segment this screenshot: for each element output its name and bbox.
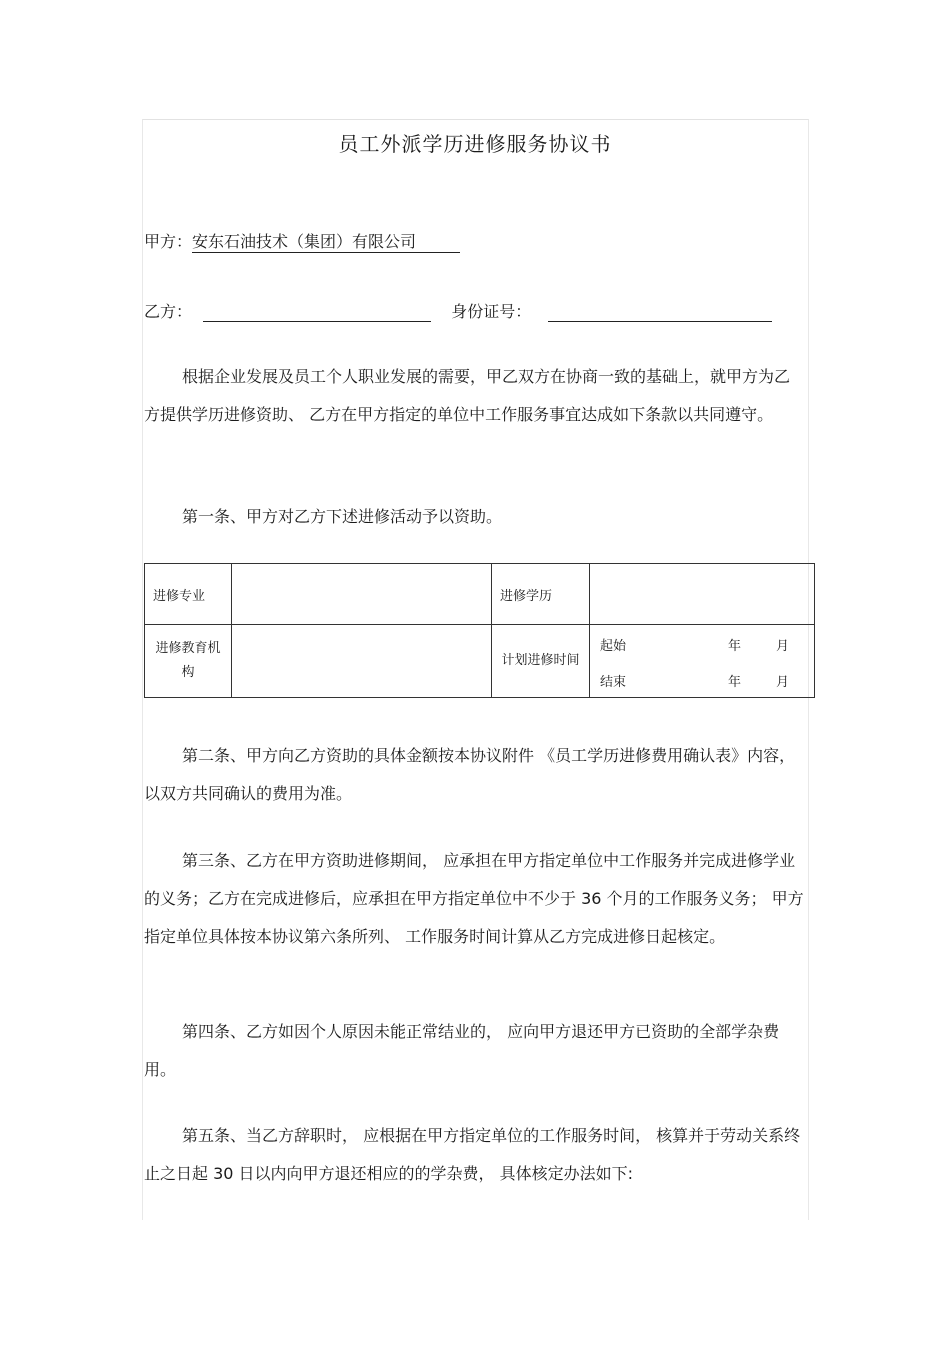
article-4-text: 第四条、乙方如因个人原因未能正常结业的， 应向甲方退还甲方已资助的全部学杂费用。 [144, 1022, 780, 1079]
article-5 [144, 1117, 804, 1193]
article-4 [144, 1013, 804, 1089]
article-3-text: 第三条、乙方在甲方资助进修期间， 应承担在甲方指定单位中工作服务并完成进修学业的义务；乙方在完成进修后，应承担在甲方指定单位中不少于 36 个月的工作服务义务； 甲方指定单位具体按本协议第六条所列、 工作服务时间计算从乙方完成进修日起核定。 [144, 851, 804, 946]
end-month-unit: 月 [776, 675, 790, 690]
article-3 [144, 842, 804, 956]
end-year-unit: 年 [728, 675, 742, 690]
start-label: 起始 [600, 639, 627, 654]
party-b-name-field[interactable] [203, 301, 431, 322]
start-year-unit: 年 [728, 639, 742, 654]
plan-time-label: 计划进修时间 [492, 625, 590, 698]
id-number-label: 身份证号： [451, 302, 532, 321]
institution-value-cell[interactable] [232, 625, 492, 698]
major-value-cell[interactable] [232, 564, 492, 625]
party-b-label: 乙方： [144, 302, 193, 321]
document-title: 员工外派学历进修服务协议书 [338, 132, 612, 156]
party-a-label: 甲方： [144, 232, 193, 251]
end-time-line [600, 671, 804, 691]
article-2-text: 第二条、甲方向乙方资助的具体金额按本协议附件 《员工学历进修费用确认表》内容，以双方共同确认的费用为准。 [144, 746, 796, 803]
plan-time-cell[interactable] [590, 625, 815, 698]
degree-label: 进修学历 [492, 564, 590, 625]
degree-value-cell[interactable] [590, 564, 815, 625]
article-2 [144, 737, 804, 813]
end-label: 结束 [600, 675, 627, 690]
study-info-table [144, 563, 815, 698]
article-5-text: 第五条、当乙方辞职时， 应根据在甲方指定单位的工作服务时间， 核算并于劳动关系终止之日起 30 日以内向甲方退还相应的的学杂费， 具体核定办法如下: [144, 1126, 801, 1183]
party-b-line [144, 299, 772, 322]
start-time-line [600, 635, 804, 655]
major-label: 进修专业 [145, 564, 232, 625]
table-row [145, 625, 815, 698]
institution-label: 进修教育机构 [145, 625, 232, 698]
article-1-text: 第一条、甲方对乙方下述进修活动予以资助。 [182, 507, 503, 526]
start-month-unit: 月 [776, 639, 790, 654]
party-a-name: 安东石油技术（集团）有限公司 [192, 229, 460, 253]
intro-paragraph [144, 358, 804, 434]
id-number-field[interactable] [548, 301, 772, 322]
intro-text: 根据企业发展及员工个人职业发展的需要，甲乙双方在协商一致的基础上，就甲方为乙方提供学历进修资助、 乙方在甲方指定的单位中工作服务事宜达成如下条款以共同遵守。 [144, 367, 791, 424]
party-a-line [144, 229, 460, 253]
article-1 [144, 498, 804, 536]
table-row [145, 564, 815, 625]
